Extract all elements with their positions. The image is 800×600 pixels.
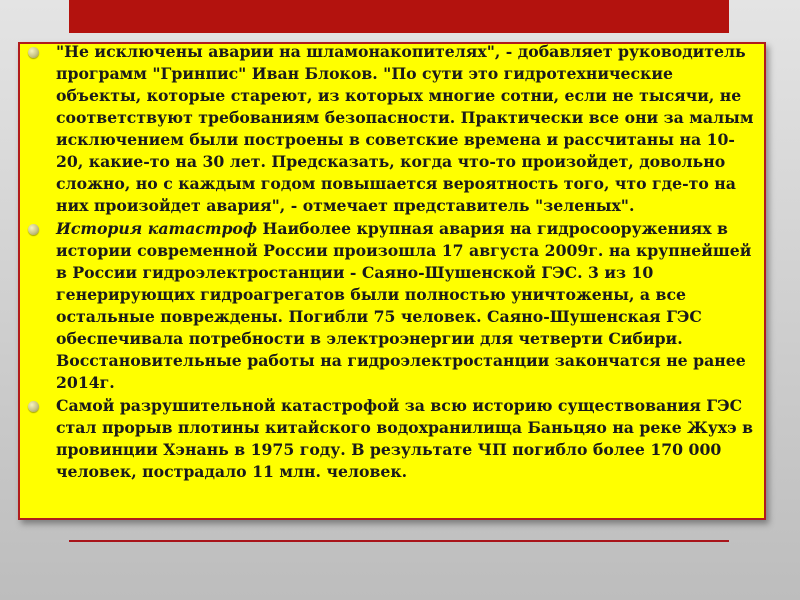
slide-content-box [18, 42, 766, 520]
bullet-text: "Не исключены аварии на шламонакопителях", - добавляет руководитель программ "Гринпис" Иван Блоков. "По сути это гидротехнические объекты, которые стареют, из которых многие сотни, если не тысячи, не соответствуют требованиям безопасности. Практически все они за малым исключением были построены в советские времена и рассчитаны на 10-20, какие-то на 30 лет. Предсказать, когда что-то произойдет, довольно сложно, но с каждым годом повышается вероятность того, что где-то на них произойдет авария", - отмечает представитель "зеленых". [56, 42, 754, 215]
bullet-list [56, 42, 762, 484]
bullet-circle-icon [28, 47, 39, 58]
bullet-item-banqiao [56, 395, 762, 483]
bottom-divider-line [69, 540, 729, 542]
top-decorative-band [69, 0, 729, 33]
bullet-circle-icon [28, 224, 39, 235]
bullet-item-quote [56, 42, 762, 217]
bullet-circle-icon [28, 401, 39, 412]
bullet-text: Наиболее крупная авария на гидросооружениях в истории современной России произошла 17 августа 2009г. на крупнейшей в России гидроэлектростанции - Саяно-Шушенской ГЭС. 3 из 10 генерирующих гидроагрегатов были полностью уничтожены, а все остальные повреждены. Погибли 75 человек. Саяно-Шушенская ГЭС обеспечивала потребности в электроэнергии для четверти Сибири. Восстановительные работы на гидроэлектростанции закончатся не ранее 2014г. [56, 219, 752, 392]
bullet-heading: История катастроф [56, 219, 258, 238]
bullet-text: Самой разрушительной катастрофой за всю историю существования ГЭС стал прорыв плотины китайского водохранилища Баньцяо на реке Жухэ в провинции Хэнань в 1975 году. В результате ЧП погибло более 170 000 человек, пострадало 11 млн. человек. [56, 396, 754, 481]
bullet-item-history [56, 218, 762, 394]
